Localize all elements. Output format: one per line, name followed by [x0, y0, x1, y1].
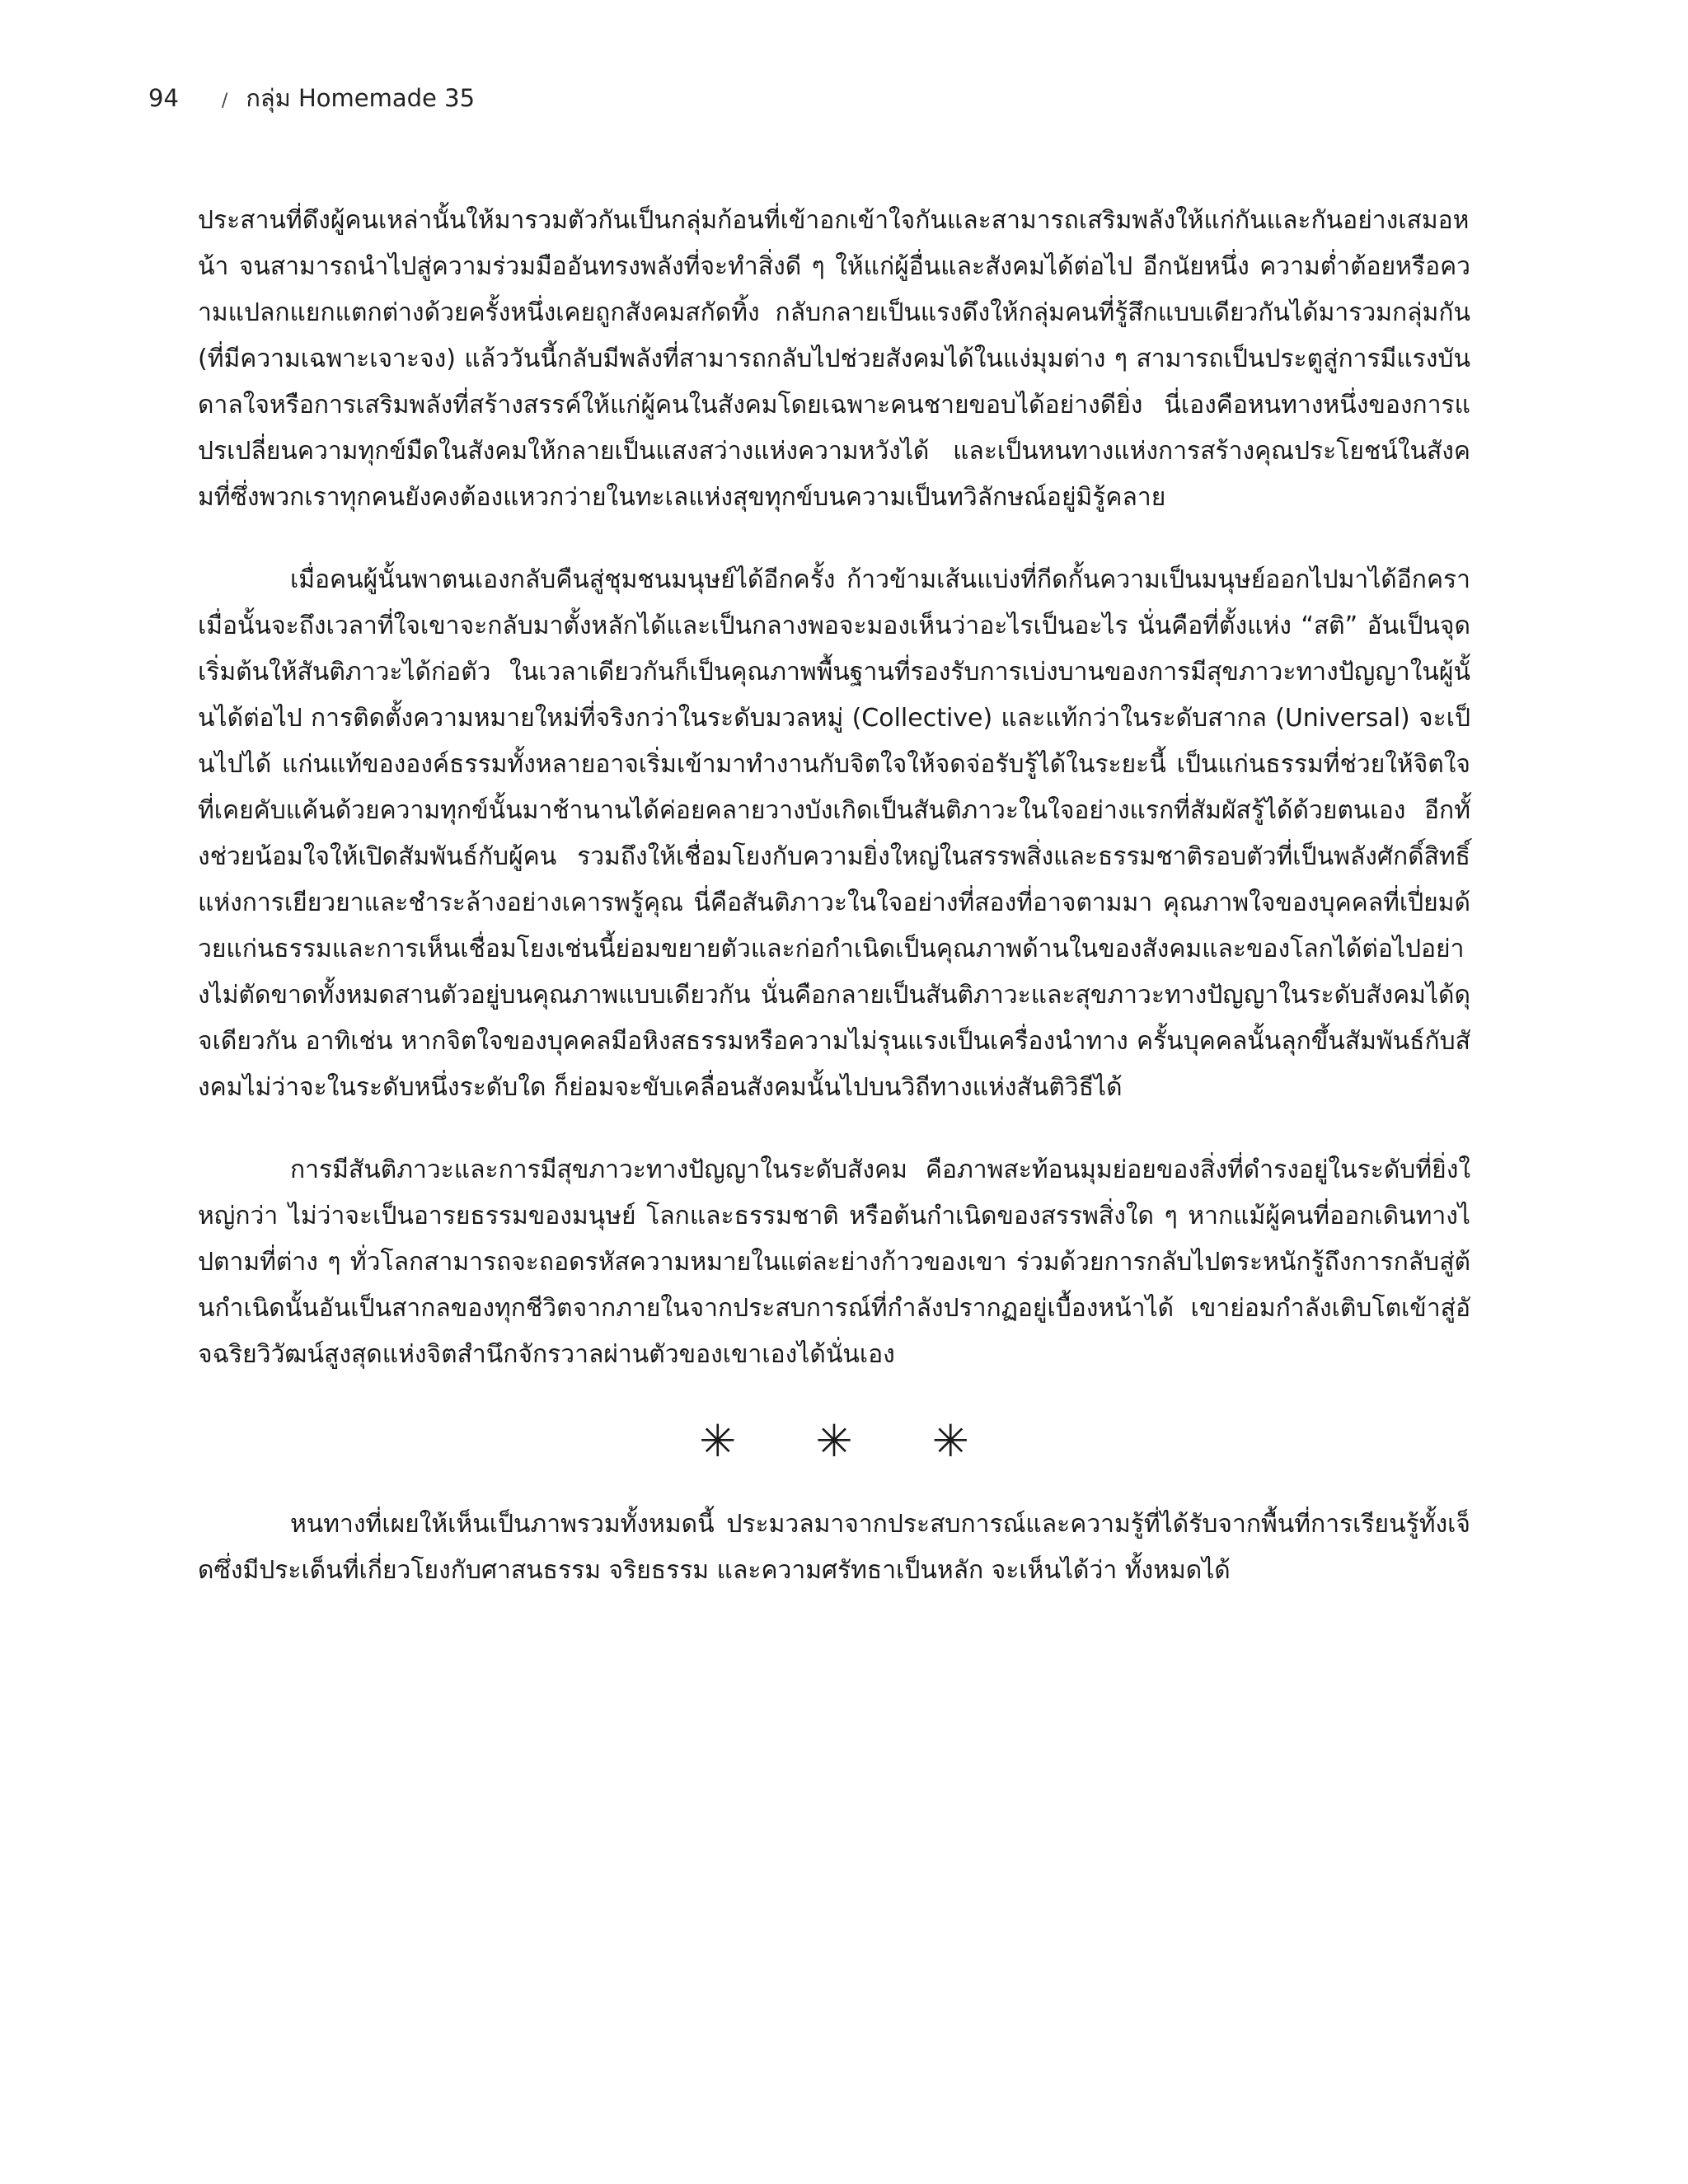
asterisk-icon: ✳ — [815, 1415, 853, 1467]
asterisk-icon: ✳ — [699, 1415, 737, 1467]
running-title: กลุ่ม Homemade 35 — [246, 84, 476, 112]
body-text — [198, 198, 1470, 1594]
paragraph-4: หนทางที่เผยให้เห็นเป็นภาพรวมทั้งหมดนี้ ประมวลมาจากประสบการณ์และความรู้ที่ได้รับจากพื้นที่การเรียนรู้ทั้งเจ็ดซึ่งมีประเด็นที่เกี่ยวโยงกับศาสนธรรม จริยธรรม และความศรัทธาเป็นหลัก จะเห็นได้ว่า ทั้งหมดได้ — [198, 1510, 1470, 1585]
section-break — [198, 1396, 1470, 1487]
asterisk-icon: ✳ — [931, 1415, 969, 1467]
paragraph-2: เมื่อคนผู้นั้นพาตนเองกลับคืนสู่ชุมชนมนุษย์ได้อีกครั้ง ก้าวข้ามเส้นแบ่งที่กีดกั้นความเป็นมนุษย์ออกไปมาได้อีกครา เมื่อนั้นจะถึงเวลาที่ใจเขาจะกลับมาตั้งหลักได้และเป็นกลางพอจะมองเห็นว่าอะไรเป็นอะไร นั่นคือที่ตั้งแห่ง “สติ” อันเป็นจุดเริ่มต้นให้สันติภาวะได้ก่อตัว ในเวลาเดียวกันก็เป็นคุณภาพพื้นฐานที่รองรับการเบ่งบานของการมีสุขภาวะทางปัญญาในผู้นั้นได้ต่อไป การติดตั้งความหมายใหม่ที่จริงกว่าในระดับมวลหมู่ (Collective) และแท้กว่าในระดับสากล (Universal) จะเป็นไปได้ แก่นแท้ขององค์ธรรมทั้งหลายอาจเริ่มเข้ามาทำงานกับจิตใจให้จดจ่อรับรู้ได้ในระยะนี้ เป็นแก่นธรรมที่ช่วยให้จิตใจที่เคยคับแค้นด้วยความทุกข์นั้นมาช้านานได้ค่อยคลายวางบังเกิดเป็นสันติภาวะในใจอย่างแรกที่สัมผัสรู้ได้ด้วยตนเอง อีกทั้งช่วยน้อมใจให้เปิดสัมพันธ์กับผู้คน รวมถึงให้เชื่อมโยงกับความยิ่งใหญ่ในสรรพสิ่งและธรรมชาติรอบตัวที่เป็นพลังศักดิ์สิทธิ์แห่งการเยียวยาและชำระล้างอย่างเคารพรู้คุณ นี่คือสันติภาวะในใจอย่างที่สองที่อาจตามมา คุณภาพใจของบุคคลที่เปี่ยมด้วยแก่นธรรมและการเห็นเชื่อมโยงเช่นนี้ย่อมขยายตัวและก่อกำเนิดเป็นคุณภาพด้านในของสังคมและของโลกได้ต่อไปอย่างไม่ตัดขาดทั้งหมดสานตัวอยู่บนคุณภาพแบบเดียวกัน นั่นคือกลายเป็นสันติภาวะและสุขภาวะทางปัญญาในระดับสังคมได้ดุจเดียวกัน อาทิเช่น หากจิตใจของบุคคลมีอหิงสธรรมหรือความไม่รุนแรงเป็นเครื่องนำทาง ครั้นบุคคลนั้นลุกขึ้นสัมพันธ์กับสังคมไม่ว่าจะในระดับหนึ่งระดับใด ก็ย่อมจะขับเคลื่อนสังคมนั้นไปบนวิถีทางแห่งสันติวิธีได้ — [198, 565, 1470, 1102]
paragraph-3: การมีสันติภาวะและการมีสุขภาวะทางปัญญาในระดับสังคม คือภาพสะท้อนมุมย่อยของสิ่งที่ดำรงอยู่ในระดับที่ยิ่งใหญ่กว่า ไม่ว่าจะเป็นอารยธรรมของมนุษย์ โลกและธรรมชาติ หรือต้นกำเนิดของสรรพสิ่งใด ๆ หากแม้ผู้คนที่ออกเดินทางไปตามที่ต่าง ๆ ทั่วโลกสามารถจะถอดรหัสความหมายในแต่ละย่างก้าวของเขา ร่วมด้วยการกลับไปตระหนักรู้ถึงการกลับสู่ต้นกำเนิดนั้นอันเป็นสากลของทุกชีวิตจากภายในจากประสบการณ์ที่กำลังปรากฏอยู่เบื้องหน้าได้ เขาย่อมกำลังเติบโตเข้าสู่อัจฉริยวิวัฒน์สูงสุดแห่งจิตสำนึกจักรวาลผ่านตัวของเขาเองได้นั่นเอง — [198, 1155, 1470, 1369]
page-number: 94 — [148, 84, 179, 112]
paragraph-1: ประสานที่ดึงผู้คนเหล่านั้นให้มารวมตัวกันเป็นกลุ่มก้อนที่เข้าอกเข้าใจกันและสามารถเสริมพลังให้แก่กันและกันอย่างเสมอหน้า จนสามารถนำไปสู่ความร่วมมืออันทรงพลังที่จะทำสิ่งดี ๆ ให้แก่ผู้อื่นและสังคมได้ต่อไป อีกนัยหนึ่ง ความต่ำต้อยหรือความแปลกแยกแตกต่างด้วยครั้งหนึ่งเคยถูกสังคมสกัดทิ้ง กลับกลายเป็นแรงดึงให้กลุ่มคนที่รู้สึกแบบเดียวกันได้มารวมกลุ่มกัน (ที่มีความเฉพาะเจาะจง) แล้ววันนี้กลับมีพลังที่สามารถกลับไปช่วยสังคมได้ในแง่มุมต่าง ๆ สามารถเป็นประตูสู่การมีแรงบันดาลใจหรือการเสริมพลังที่สร้างสรรค์ให้แก่ผู้คนในสังคมโดยเฉพาะคนชายขอบได้อย่างดียิ่ง นี่เองคือหนทางหนึ่งของการแปรเปลี่ยนความทุกข์มืดในสังคมให้กลายเป็นแสงสว่างแห่งความหวังได้ และเป็นหนทางแห่งการสร้างคุณประโยชน์ในสังคมที่ซึ่งพวกเราทุกคนยังคงต้องแหวกว่ายในทะเลแห่งสุขทุกข์บนความเป็นทวิลักษณ์อยู่มิรู้คลาย — [198, 206, 1470, 512]
running-header — [148, 79, 475, 115]
header-separator: / — [221, 91, 228, 111]
